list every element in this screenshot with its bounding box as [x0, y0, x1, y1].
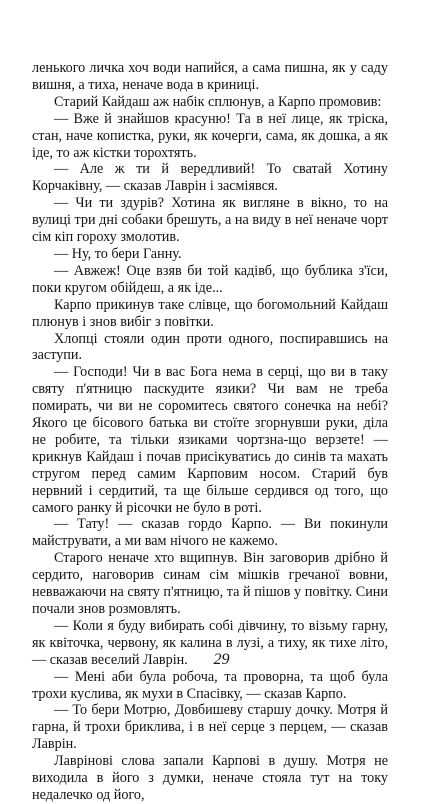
- paragraph: — Вже й знайшов красуню! Та в неї лице, як тріска, стан, наче копистка, руки, як кочерги, сама, як дошка, а як іде, то аж кістки торохтять.: [32, 110, 388, 161]
- paragraph: — Авжеж! Оце взяв би той кадівб, що бублика з'їси, поки кругом обійдеш, а як іде...: [32, 262, 388, 296]
- paragraph: — Чи ти здурів? Хотина як вигляне в вікно, то на вулиці три дні собаки брешуть, а на виду в неї неначе чорт сім кіп гороху змолотив.: [32, 195, 388, 246]
- paragraph: ленького личка хоч води напийся, а сама пишна, як у саду вишня, а тиха, неначе вода в криниці.: [32, 60, 388, 93]
- paragraph: Лаврінові слова запали Карпові в душу. Мотря не виходила в його з думки, неначе стояла тут на току недалечко од його,: [32, 753, 388, 803]
- paragraph: Хлопці стояли один проти одного, поспиравшись на заступи.: [32, 330, 388, 364]
- paragraph: Старого неначе хто вщипнув. Він заговорив дрібно й сердито, наговорив синам сім мішків гречаної вовни, невважаючи на святу п'ятницю, та й пішов у повітку. Сини почали знов розмовлять.: [32, 550, 388, 617]
- paragraph: Карпо прикинув таке слівце, що богомольний Кайдаш плюнув і знов вибіг з повітки.: [32, 296, 388, 330]
- paragraph: — То бери Мотрю, Довбишеву старшу дочку. Мотря й гарна, й трохи бриклива, і в неї серце з перцем, — сказав Лаврін.: [32, 702, 388, 753]
- paragraph: — Коли я буду вибирать собі дівчину, то візьму гарну, як квіточка, червону, як калина в лузі, а тиху, як тихе літо, — сказав веселий Лаврін.: [32, 617, 388, 668]
- paragraph: — Ну, то бери Ганну.: [54, 245, 182, 262]
- paragraph: — Господи! Чи в вас Бога нема в серці, що ви в таку святу п'ятницю паскудите язики? Чи вам не треба помирать, чи ви не соромитесь святого сонечка на небі? Якого це бісового батька ви стоїте згорнувши руки, діла не робите, та тільки язиками чортзна-що верзете! — крикнув Кайдаш і почав присікуватись до синів та махать стругом перед самим Карповим носом. Старий був нервний і сердитий, та ще більше сердився од того, що самого ранку й рісочки не було в роті.: [32, 364, 388, 516]
- paragraph: — Мені аби була робоча, та проворна, та щоб була трохи куслива, як мухи в Спасівку, — сказав Карпо.: [32, 668, 388, 702]
- paragraph: — Але ж ти й вередливий! То сватай Хотину Корчаківну, — сказав Лаврін і засміявся.: [32, 161, 388, 195]
- paragraph: Старий Кайдаш аж набік сплюнув, а Карпо промовив:: [54, 93, 382, 110]
- body-text: [32, 60, 388, 804]
- page-number: 29: [213, 651, 230, 668]
- paragraph: — Тату! — сказав гордо Карпо. — Ви покинули майструвати, а ми вам нічого не кажемо.: [32, 516, 388, 550]
